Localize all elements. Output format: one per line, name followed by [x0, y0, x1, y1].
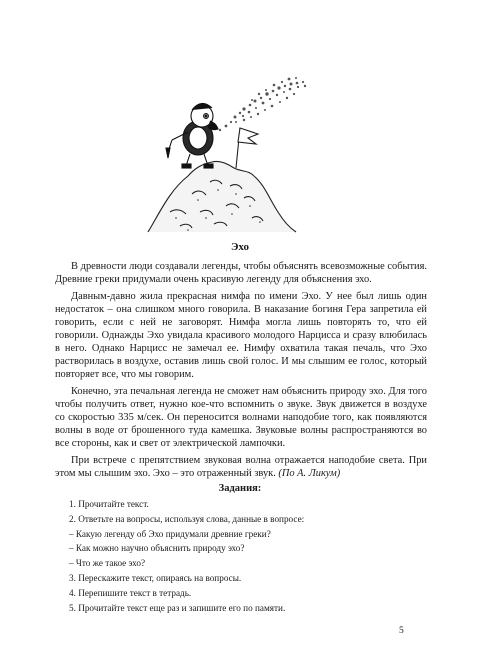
task-item: 2. Ответьте на вопросы, используя слова, данные в вопросе:	[69, 513, 305, 524]
task-item: – Как можно научно объяснить природу эхо?	[69, 543, 245, 554]
mountain	[148, 161, 296, 232]
echo-illustration	[140, 72, 340, 234]
page-number: 5	[399, 626, 404, 636]
task-item: 5. Прочитайте текст еще раз и запишите его по памяти.	[69, 602, 286, 613]
sound-cloud	[219, 77, 306, 131]
task-item: 4. Перепишите текст в тетрадь.	[69, 587, 192, 598]
task-list	[69, 499, 409, 617]
story-title: Эхо	[230, 241, 250, 253]
task-item: – Что же такое эхо?	[69, 558, 146, 569]
story-paragraph: Давным-давно жила прекрасная нимфа по имени Эхо. У нее был лишь один недостаток – она слишком много говорила. В наказание богиня Гера запретила ей говорить, если с ней не заговорят. Нимфа могла лишь повторять то, что ей говорили. Однажды Эхо увидала красивого молодого Нарцисса и сразу влюбилась в него. Однако Нарцисс не замечал ее. Нимфу охватила такая печаль, что Эхо растворилась в воздухе, оставив лишь свой голос. И мы слышим ее голос, который повторяет все, что мы говорим.	[55, 291, 427, 380]
story-last-sentence: При встрече с препятствием звуковая волна отражается наподобие света. При этом мы слышим эхо. Эхо – это отраженный звук.	[55, 455, 427, 479]
story-paragraph: В древности люди создавали легенды, чтобы объяснять всевозможные события. Древние греки придумали очень красивую легенду для объяснения эхо.	[55, 261, 427, 285]
story-paragraph: Конечно, эта печальная легенда не сможет нам объяснить природу эхо. Для того чтобы получить ответ, нужно кое-что вспомнить о звуке. Звук движется в воздухе со скоростью 335 м/сек. Он переносится волнами наподобие того, как появляются волны в воде от брошенного туда камешка. Звуковые волны распространяются во все стороны, как и свет от электрической лампочки.	[55, 386, 427, 449]
tasks-heading: Задания:	[218, 483, 262, 494]
story-paragraph	[55, 454, 427, 480]
source-attribution: (По А. Ликум)	[278, 468, 341, 479]
task-item: 1. Прочитайте текст.	[69, 499, 149, 509]
climber	[166, 103, 218, 168]
story-text	[55, 258, 427, 484]
flag	[236, 128, 258, 168]
task-item: – Какую легенду об Эхо придумали древние греки?	[69, 528, 271, 539]
task-item: 3. Перескажите текст, опираясь на вопросы.	[69, 572, 242, 583]
